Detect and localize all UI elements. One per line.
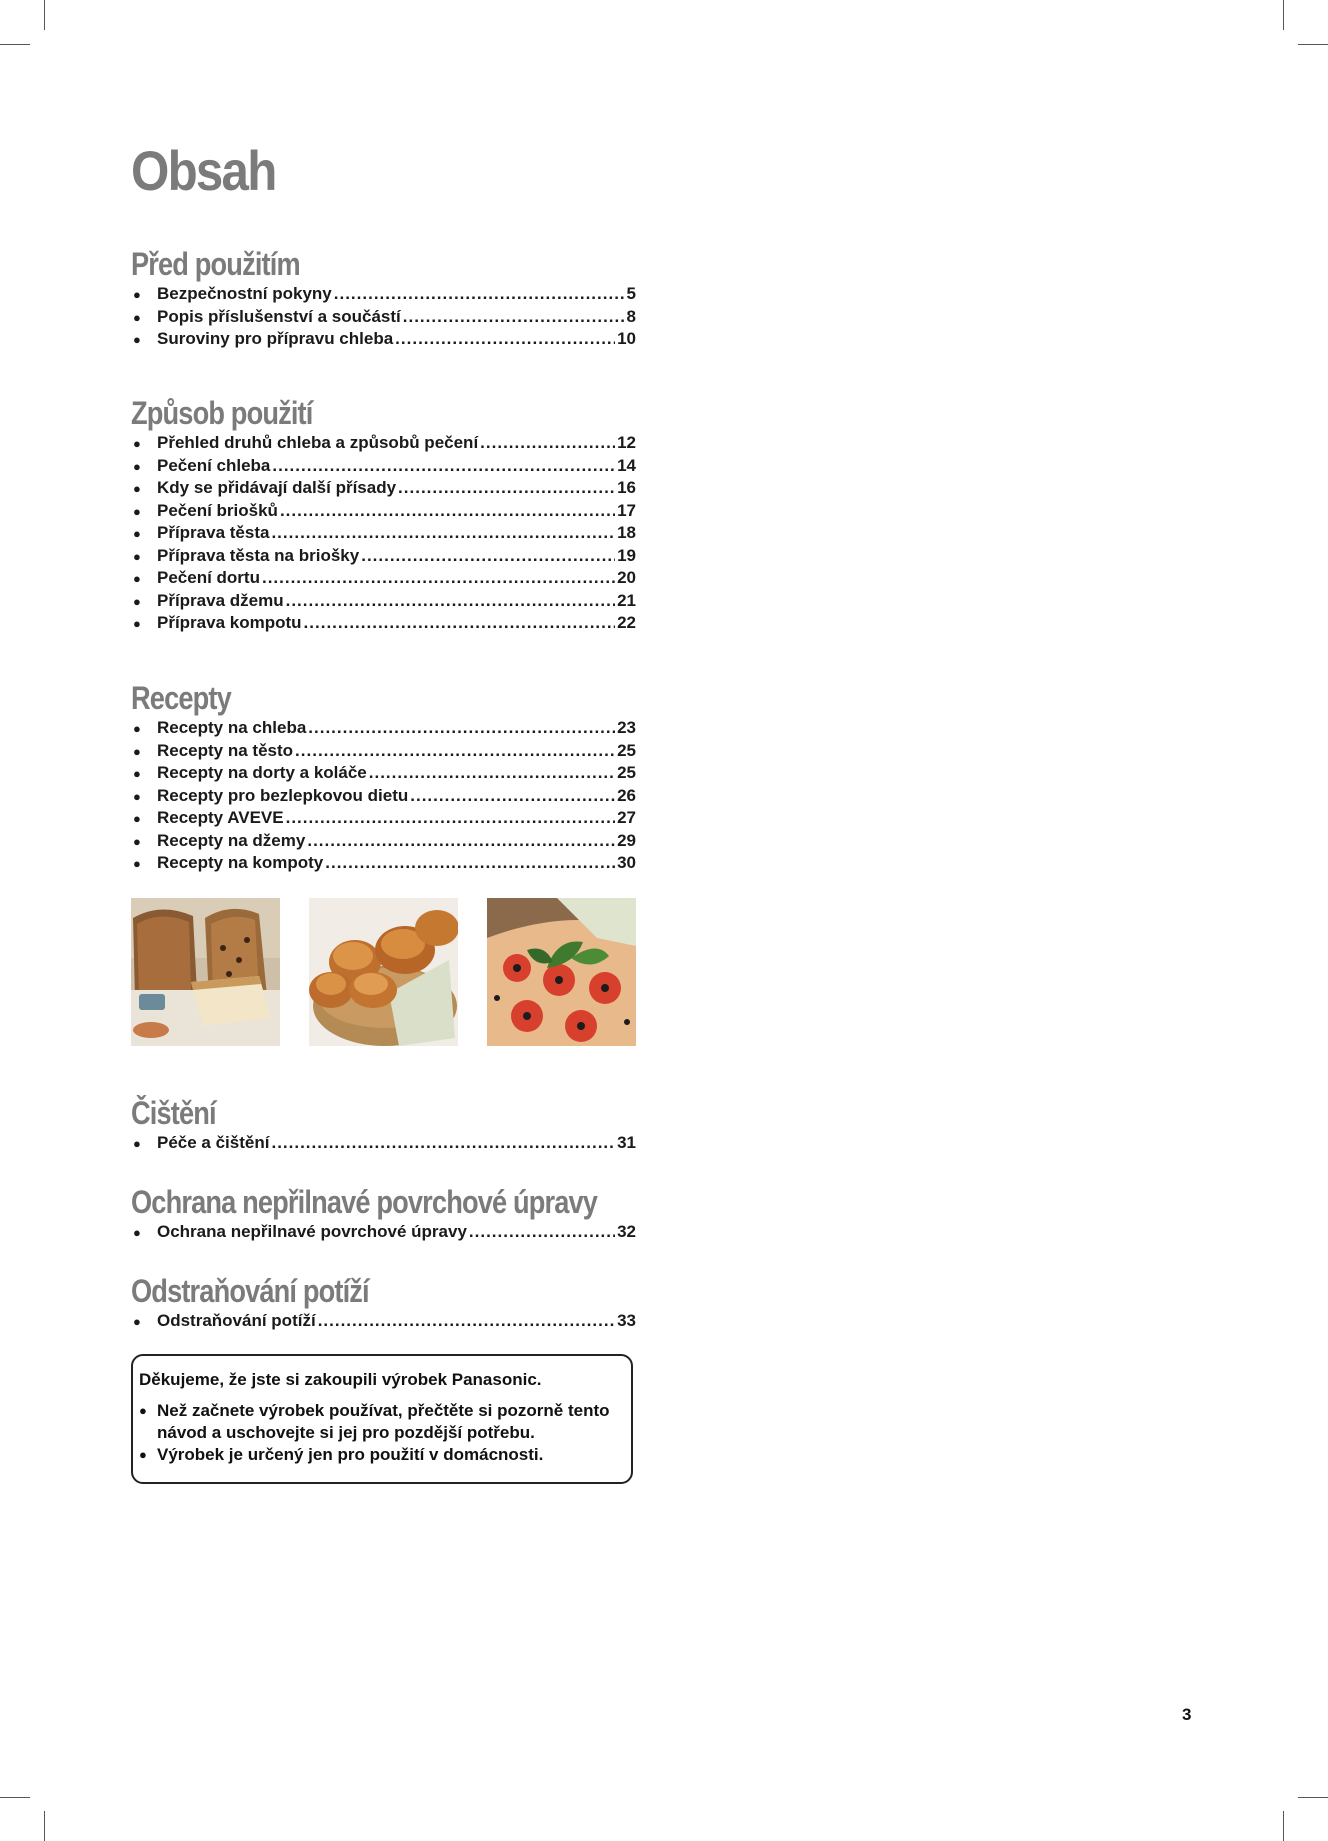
dot-leader (403, 307, 625, 327)
bullet-icon: ● (133, 332, 141, 347)
toc-list (131, 284, 636, 352)
toc-item-label: Suroviny pro přípravu chleba (157, 329, 394, 348)
crop-mark (1298, 1797, 1328, 1798)
bullet-icon: ● (133, 833, 141, 849)
dot-leader (395, 329, 615, 349)
toc-item-label: Recepty na dorty a koláče (157, 763, 367, 782)
thank-you-notice (131, 1354, 633, 1484)
bullet-icon: ● (133, 1136, 141, 1151)
toc-item-page: 25 (617, 763, 636, 782)
toc-item-label: Recepty pro bezlepkovou dietu (157, 785, 409, 805)
bullet-icon: ● (133, 593, 141, 609)
notice-point (139, 1400, 623, 1444)
dot-leader (280, 501, 615, 521)
dot-leader (286, 591, 615, 611)
section-heading: Před použitím (131, 246, 300, 282)
toc-section-nonstick-protection (131, 1184, 636, 1245)
bullet-icon: ● (139, 1403, 147, 1418)
toc-section-usage (131, 395, 636, 636)
notice-point (139, 1444, 623, 1466)
toc-item-page: 21 (617, 590, 636, 610)
bullet-icon: ● (133, 616, 141, 631)
toc-list (131, 1311, 636, 1334)
toc-item[interactable] (131, 591, 636, 614)
bullet-icon: ● (133, 856, 141, 871)
toc-section-troubleshooting (131, 1273, 636, 1334)
toc-item-label: Popis příslušenství a součástí (157, 306, 401, 326)
toc-item-page: 22 (617, 613, 636, 632)
toc-list (131, 433, 636, 636)
dot-leader (369, 763, 615, 783)
toc-item[interactable] (131, 831, 636, 854)
dot-leader (295, 741, 615, 761)
toc-section-recipes (131, 680, 636, 876)
dot-leader (398, 478, 615, 498)
bullet-icon: ● (133, 458, 141, 474)
toc-item-page: 32 (617, 1222, 636, 1241)
toc-item[interactable] (131, 786, 636, 809)
toc-item-page: 10 (617, 329, 636, 348)
toc-item-page: 17 (617, 500, 636, 520)
toc-item-label: Péče a čištění (157, 1133, 270, 1152)
notice-intro: Děkujeme, že jste si zakoupili výrobek Panasonic. (139, 1370, 542, 1389)
toc-item-page: 8 (626, 306, 636, 326)
bullet-icon: ● (133, 1225, 141, 1240)
toc-item[interactable] (131, 853, 636, 876)
crop-mark (1283, 0, 1284, 30)
toc-section-cleaning (131, 1095, 636, 1156)
crop-mark (0, 44, 30, 45)
recipe-photos (131, 898, 636, 1046)
notice-list (139, 1400, 623, 1466)
toc-item-page: 20 (617, 568, 636, 587)
toc-item-page: 33 (617, 1311, 636, 1330)
bullet-icon: ● (133, 287, 141, 302)
toc-item-label: Odstraňování potíží (157, 1311, 316, 1330)
toc-item-label: Přehled druhů chleba a způsobů pečení (157, 433, 479, 452)
toc-item[interactable] (131, 478, 636, 501)
toc-item-label: Recepty na chleba (157, 718, 307, 737)
toc-item[interactable] (131, 613, 636, 636)
toc-item-label: Kdy se přidávají další přísady (157, 478, 397, 497)
dot-leader (271, 523, 615, 543)
toc-item[interactable] (131, 763, 636, 786)
toc-item-page: 12 (617, 433, 636, 452)
toc-item-page: 16 (617, 478, 636, 497)
toc-item[interactable] (131, 456, 636, 479)
page-title: Obsah (131, 139, 276, 202)
bullet-icon: ● (133, 481, 141, 496)
dot-leader (325, 853, 615, 873)
crop-mark (1298, 44, 1328, 45)
toc-item[interactable] (131, 501, 636, 524)
toc-item[interactable] (131, 718, 636, 741)
page-number: 3 (1182, 1705, 1192, 1724)
toc-item[interactable] (131, 1311, 636, 1334)
bullet-icon: ● (133, 309, 141, 325)
dot-leader (262, 568, 615, 588)
dot-leader (286, 808, 615, 828)
toc-item-label: Recepty na kompoty (157, 853, 324, 872)
toc-item[interactable] (131, 1222, 636, 1245)
toc-item-label: Pečení briošků (157, 500, 278, 520)
toc-item-page: 30 (617, 853, 636, 872)
bullet-icon: ● (133, 743, 141, 759)
section-heading: Čištění (131, 1095, 216, 1131)
bullet-icon: ● (133, 766, 141, 781)
dot-leader (308, 718, 615, 738)
toc-item[interactable] (131, 1133, 636, 1156)
toc-item-page: 27 (617, 808, 636, 827)
dot-leader (307, 831, 615, 851)
dot-leader (361, 546, 615, 566)
toc-list (131, 718, 636, 876)
toc-item[interactable] (131, 307, 636, 330)
dot-leader (334, 284, 625, 304)
crop-mark (1283, 1811, 1284, 1841)
toc-item-label: Pečení chleba (157, 455, 271, 475)
toc-item[interactable] (131, 329, 636, 352)
brioche-basket-photo (309, 898, 458, 1046)
toc-item-page: 19 (617, 545, 636, 565)
toc-item-label: Příprava těsta na briošky (157, 545, 360, 565)
bullet-icon: ● (133, 571, 141, 586)
toc-item[interactable] (131, 433, 636, 456)
toc-item[interactable] (131, 523, 636, 546)
dot-leader (272, 456, 615, 476)
toc-item-page: 14 (617, 455, 636, 475)
section-heading: Způsob použití (131, 395, 313, 431)
crop-mark (44, 1811, 45, 1841)
bullet-icon: ● (133, 811, 141, 826)
toc-list (131, 1222, 636, 1245)
toc-item-page: 31 (617, 1133, 636, 1152)
crop-mark (44, 0, 45, 30)
dot-leader (271, 1133, 615, 1153)
bullet-icon: ● (133, 526, 141, 541)
bullet-icon: ● (133, 721, 141, 736)
toc-section-before-use (131, 246, 636, 352)
toc-item[interactable] (131, 741, 636, 764)
pizza-photo (487, 898, 636, 1046)
bread-loaves-photo (131, 898, 280, 1046)
toc-item-label: Pečení dortu (157, 568, 260, 587)
notice-point-text: Výrobek je určený jen pro použití v domácnosti. (157, 1445, 544, 1464)
bullet-icon: ● (133, 548, 141, 564)
bullet-icon: ● (133, 788, 141, 804)
toc-item[interactable] (131, 284, 636, 307)
toc-item-label: Recepty na těsto (157, 740, 294, 760)
toc-item[interactable] (131, 546, 636, 569)
toc-item-page: 5 (626, 284, 636, 303)
toc-item-page: 26 (617, 785, 636, 805)
dot-leader (304, 613, 616, 633)
toc-item[interactable] (131, 808, 636, 831)
toc-item-label: Ochrana nepřilnavé povrchové úpravy (157, 1222, 467, 1241)
toc-item-page: 29 (617, 830, 636, 850)
toc-item-label: Příprava kompotu (157, 613, 302, 632)
toc-list (131, 1133, 636, 1156)
dot-leader (480, 433, 615, 453)
section-heading: Ochrana nepřilnavé povrchové úpravy (131, 1184, 598, 1220)
section-heading: Odstraňování potíží (131, 1273, 369, 1309)
section-heading: Recepty (131, 680, 231, 716)
toc-item-label: Příprava džemu (157, 590, 284, 610)
toc-item[interactable] (131, 568, 636, 591)
toc-item-label: Příprava těsta (157, 523, 270, 542)
toc-item-label: Bezpečnostní pokyny (157, 284, 332, 303)
bullet-icon: ● (139, 1447, 147, 1462)
notice-point-text: Než začnete výrobek používat, přečtěte si pozorně tento návod a uschovejte si jej pro pozdější potřebu. (157, 1401, 610, 1442)
bullet-icon: ● (133, 436, 141, 451)
toc-item-page: 18 (617, 523, 636, 542)
toc-item-label: Recepty na džemy (157, 830, 306, 850)
toc-item-page: 25 (617, 740, 636, 760)
bullet-icon: ● (133, 1314, 141, 1329)
dot-leader (318, 1311, 615, 1331)
bullet-icon: ● (133, 503, 141, 519)
dot-leader (469, 1222, 615, 1242)
toc-item-label: Recepty AVEVE (157, 808, 284, 827)
toc-item-page: 23 (617, 718, 636, 737)
crop-mark (0, 1797, 30, 1798)
dot-leader (410, 786, 615, 806)
